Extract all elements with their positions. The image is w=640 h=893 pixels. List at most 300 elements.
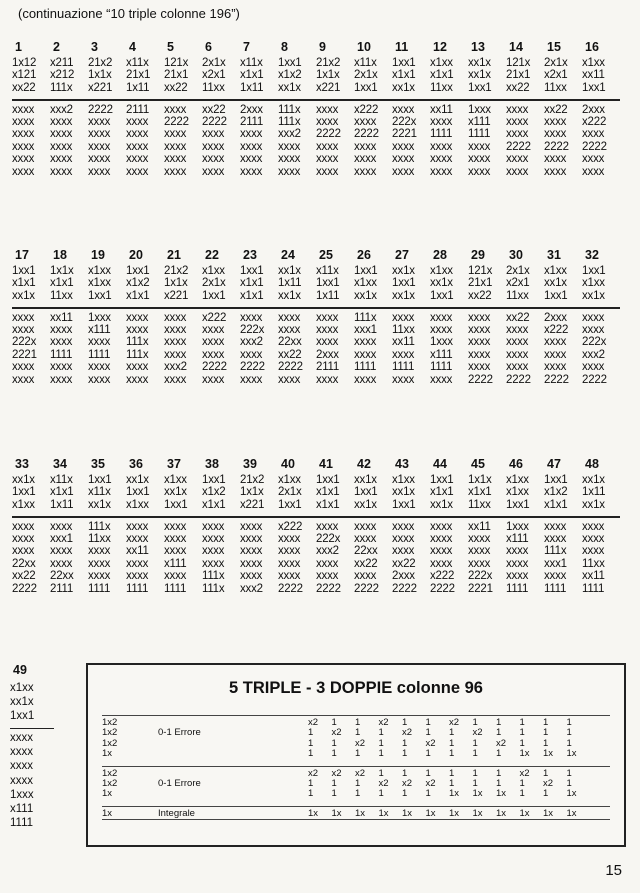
column-number: 3 (91, 40, 98, 54)
row-value: 1x (402, 807, 413, 819)
column-sign: xxxx (468, 311, 491, 324)
column-sign: 121x (164, 57, 189, 69)
column-number: 19 (91, 248, 105, 262)
column (506, 474, 544, 511)
row-value: 1 (355, 748, 361, 760)
column (202, 474, 240, 511)
row-key: 1x2 (102, 727, 118, 739)
column-sign: xxxx (12, 128, 35, 141)
column-sign: 1xx1 (544, 289, 568, 302)
column-sign: x1xx (88, 265, 111, 277)
column-sign: 1xx1 (164, 498, 188, 511)
column-sign: x2x1 (544, 69, 568, 82)
column-sign: 11xx (50, 289, 73, 302)
column-sign: xxxx (88, 153, 111, 166)
column-sign: xxxx (10, 746, 33, 759)
column-sign: x11x (88, 486, 111, 499)
column-sign: xxxx (506, 348, 529, 361)
column-sign: 2xxx (316, 348, 339, 361)
column-sign: xx1x (392, 486, 415, 499)
column-sign: xx1x (430, 498, 453, 511)
column-sign: xx22 (12, 570, 36, 583)
column-sign: 2222 (582, 140, 607, 153)
column (316, 521, 354, 595)
row-value: 1 (308, 727, 314, 739)
column-sign: 1111 (392, 361, 415, 374)
row-key: 1x2 (102, 767, 118, 779)
column-sign: 21x2 (164, 265, 189, 277)
row-value: 1 (543, 727, 549, 739)
column-sign: xxxx (10, 732, 33, 745)
column (12, 265, 50, 302)
column-sign: 1xx1 (354, 265, 378, 277)
column-sign: xx1x (582, 498, 605, 511)
column-sign: xx11 (50, 311, 73, 324)
column (202, 265, 240, 302)
column-sign: 1xx1 (468, 81, 492, 94)
row-value: 1 (496, 727, 502, 739)
column (354, 521, 392, 595)
row-value: 1 (566, 767, 572, 779)
summary-box (86, 663, 626, 847)
column-sign: 222x (316, 533, 341, 546)
column-sign: xxxx (12, 324, 35, 337)
column-sign: 1xx1 (354, 486, 378, 499)
column (544, 312, 582, 386)
column-sign: xxxx (316, 373, 339, 386)
column (468, 521, 506, 595)
column-sign: xxxx (468, 324, 491, 337)
column-sign: xxxx (544, 520, 567, 533)
column-sign: xxx2 (240, 336, 263, 349)
column-sign: x1x2 (126, 277, 150, 290)
column-sign: 1xx1 (430, 474, 454, 486)
column-sign: x1x1 (316, 498, 340, 511)
column-sign: 1111 (430, 361, 453, 374)
column (468, 265, 506, 302)
column-sign: xxxx (12, 361, 35, 374)
column-sign: xxxx (316, 140, 339, 153)
column-sign: 1xx1 (430, 289, 454, 302)
column-sign: xxxx (430, 140, 453, 153)
column (316, 474, 354, 511)
column-sign: xxxx (506, 361, 529, 374)
column (88, 312, 126, 386)
column-sign: 2x1x (278, 486, 302, 499)
row-value: 1 (355, 717, 361, 728)
column-sign: xxxx (582, 361, 605, 374)
row-value: 1x (308, 807, 319, 819)
column-sign: 22xx (354, 545, 378, 558)
column-sign: 2111 (316, 361, 340, 374)
column-sign: 1111 (430, 128, 453, 141)
column-sign: xxxx (164, 311, 187, 324)
column (12, 474, 50, 511)
row-value: 1x (496, 807, 507, 819)
row-value: 1 (519, 788, 525, 800)
column-sign: 1x12 (12, 57, 37, 69)
column-sign: xxxx (202, 520, 225, 533)
column-sign: 1111 (164, 582, 187, 595)
column-sign: xx1x (10, 696, 34, 709)
column-sign: x1xx (126, 498, 149, 511)
column-sign: xxxx (506, 153, 529, 166)
column-sign: x1xx (202, 265, 225, 277)
column-sign: 111x (544, 545, 567, 558)
column-sign: xxxx (316, 165, 339, 178)
column-sign: xx22 (12, 81, 36, 94)
row-value: x2 (519, 767, 530, 779)
row-value: 1 (355, 788, 361, 800)
column (354, 474, 392, 511)
column-sign: xx1x (392, 81, 415, 94)
column-sign: 2x1x (354, 69, 378, 82)
column-sign: xxxx (126, 311, 149, 324)
column-sign: xxxx (164, 153, 187, 166)
column-sign: xxx2 (50, 103, 73, 116)
column-sign: x1x1 (12, 277, 36, 290)
column-sign: xxxx (316, 311, 339, 324)
row-key: 1x2 (102, 717, 118, 728)
column-sign: 2222 (468, 373, 493, 386)
column-block (12, 40, 620, 178)
column-number: 29 (471, 248, 485, 262)
column-sign: xxxx (12, 520, 35, 533)
column (468, 474, 506, 511)
column-sign: xxxx (582, 545, 605, 558)
column-sign: 11xx (468, 498, 491, 511)
column-sign: 111x (126, 348, 149, 361)
column-sign: x1x1 (544, 498, 568, 511)
column-sign: xxxx (430, 545, 453, 558)
row-value: 1x (543, 748, 554, 760)
column-sign: xxxx (126, 533, 149, 546)
column-number: 28 (433, 248, 447, 262)
column-sign: 2222 (544, 373, 569, 386)
column-sign: 2222 (316, 582, 341, 595)
column-tops (12, 57, 620, 94)
column-sign: xx11 (582, 570, 605, 583)
row-value: 1 (519, 717, 525, 728)
column-sign: xxxx (278, 570, 301, 583)
column-sign: xxxx (88, 570, 111, 583)
column-bottoms (12, 521, 620, 595)
column (164, 57, 202, 94)
column-sign: xxxx (544, 361, 567, 374)
column-sign: xxxx (88, 140, 111, 153)
row-value: 1 (449, 767, 455, 779)
row-value: 1 (402, 788, 408, 800)
row-value: 1 (425, 727, 431, 739)
column-sign: xxxx (50, 324, 73, 337)
column-sign: xxxx (430, 533, 453, 546)
column-sign: xx11 (126, 545, 149, 558)
column-sign: xxxx (164, 324, 187, 337)
row-value: x2 (402, 727, 413, 739)
column-sign: 1x1x (240, 486, 264, 499)
column-number: 16 (585, 40, 599, 54)
column-sign: 1111 (88, 348, 111, 361)
column-sign: xxxx (50, 165, 73, 178)
column-sign: 1xxx (88, 311, 111, 324)
column-sign: xxx2 (582, 348, 605, 361)
column (506, 265, 544, 302)
column-sign: xxxx (544, 153, 567, 166)
column-sign: xxxx (12, 311, 35, 324)
column-sign: xxxx (354, 336, 377, 349)
column-sign: 2222 (202, 116, 227, 129)
column-sign: 111x (202, 570, 225, 583)
column (126, 104, 164, 178)
column-sign: 111x (88, 520, 111, 533)
column-49 (10, 663, 54, 830)
row-label: Integrale (158, 807, 195, 819)
column-number: 46 (509, 457, 523, 471)
separator-line (12, 516, 620, 518)
row-value: 1 (472, 748, 478, 760)
column-sign: 1xx1 (202, 289, 226, 302)
row-value: x2 (449, 717, 460, 728)
row-value: 1 (331, 737, 337, 749)
column-sign: xxxx (392, 103, 415, 116)
row-value: 1 (355, 727, 361, 739)
column-sign: xxxx (316, 153, 339, 166)
column (430, 521, 468, 595)
row-value: 1 (566, 727, 572, 739)
row-value: 1 (402, 737, 408, 749)
row-value: 1 (496, 748, 502, 760)
column-number: 23 (243, 248, 257, 262)
column-sign: x222 (278, 520, 303, 533)
column-sign: 2222 (544, 140, 569, 153)
row-value: 1 (331, 748, 337, 760)
row-value: 1 (355, 777, 361, 789)
column-sign: xxxx (50, 153, 73, 166)
column (12, 104, 50, 178)
column-sign: x1xx (506, 486, 529, 499)
column-sign: xxxx (430, 116, 453, 129)
column-sign: xxxx (50, 140, 73, 153)
column-sign: 1xxx (468, 103, 491, 116)
row-value: 1 (543, 788, 549, 800)
column-sign: xxxx (316, 557, 339, 570)
row-value: 1x (519, 748, 530, 760)
column (278, 104, 316, 178)
column-sign: 1xx1 (278, 57, 302, 69)
column (506, 521, 544, 595)
column-sign: xxxx (240, 140, 263, 153)
column-number: 5 (167, 40, 174, 54)
column-sign: xxxx (240, 373, 263, 386)
column-sign: xxxx (392, 533, 415, 546)
column-sign: 2222 (240, 361, 265, 374)
table-row (102, 789, 610, 799)
column (164, 312, 202, 386)
row-value: 1x (425, 807, 436, 819)
column-sign: x1xx (10, 682, 34, 694)
column-sign: x222 (582, 116, 607, 129)
separator-line (12, 99, 620, 101)
column-sign: x1x2 (202, 486, 226, 499)
column-sign: xxxx (278, 533, 301, 546)
column-sign: 21x2 (316, 57, 341, 69)
column-sign: xx1x (12, 289, 35, 302)
column-sign: 22xx (12, 557, 36, 570)
column (544, 265, 582, 302)
column-sign: xxxx (12, 103, 35, 116)
column-number: 21 (167, 248, 181, 262)
column-sign: 2222 (12, 582, 37, 595)
column-sign: xxxx (392, 153, 415, 166)
row-value: 1x (449, 807, 460, 819)
column-sign: x1xx (164, 474, 187, 486)
column (544, 474, 582, 511)
column-sign: xxxx (506, 324, 529, 337)
column-sign: xxxx (164, 570, 187, 583)
column-sign: xxxx (12, 140, 35, 153)
column-sign: 11xx (544, 81, 567, 94)
column-sign: xx1x (430, 277, 453, 290)
column (582, 474, 620, 511)
column-number: 32 (585, 248, 599, 262)
column-sign: xxxx (202, 153, 225, 166)
column (12, 312, 50, 386)
column-sign: xxxx (468, 348, 491, 361)
column-sign: xxxx (582, 520, 605, 533)
column (582, 265, 620, 302)
column-sign: xxxx (354, 116, 377, 129)
column-sign: x222 (430, 570, 455, 583)
column (392, 521, 430, 595)
column-sign: 111x (50, 81, 73, 94)
column (88, 104, 126, 178)
column-sign: xxxx (50, 116, 73, 129)
column-sign: xxxx (354, 153, 377, 166)
column-sign: xx11 (392, 336, 415, 349)
column-sign: x111 (164, 557, 187, 570)
column-sign: xx1x (354, 498, 377, 511)
column-sign: 1xxx (10, 788, 34, 801)
column-sign: xxxx (50, 336, 73, 349)
column-sign: x11x (240, 57, 263, 69)
column-sign: xxxx (164, 165, 187, 178)
column-sign: 1111 (582, 582, 605, 595)
column-number: 25 (319, 248, 333, 262)
column-sign: x1x1 (430, 69, 454, 82)
row-value: 1 (378, 737, 384, 749)
column (316, 104, 354, 178)
column-sign: 1x1x (50, 265, 74, 277)
column-sign: 11xx (430, 81, 453, 94)
column (126, 265, 164, 302)
row-value: 1x (566, 807, 577, 819)
column-sign: xxxx (126, 324, 149, 337)
column-sign: xx1x (278, 265, 301, 277)
row-label: 0-1 Errore (158, 727, 201, 739)
column-number: 1 (15, 40, 22, 54)
column-sign: 111x (202, 582, 225, 595)
column-sign: 1x11 (240, 81, 264, 94)
column (278, 57, 316, 94)
column-sign: xxxx (240, 311, 263, 324)
column-sign: xxxx (164, 140, 187, 153)
column-sign: 22xx (278, 336, 302, 349)
column-sign: xx1x (354, 289, 377, 302)
column-sign: xxxx (10, 760, 33, 773)
column-sign: 1xx1 (240, 265, 264, 277)
column-number: 49 (13, 663, 27, 677)
column-sign: xx11 (430, 103, 453, 116)
row-value: x2 (355, 737, 366, 749)
column-sign: x1x1 (202, 498, 226, 511)
column-sign: 1x1x (164, 277, 188, 290)
column-sign: xxxx (202, 140, 225, 153)
column-sign: xxxx (126, 570, 149, 583)
column-sign: 1xx1 (506, 498, 530, 511)
column-sign: 222x (468, 570, 493, 583)
column-sign: 21x1 (164, 69, 189, 82)
column-number: 18 (53, 248, 67, 262)
row-value: x2 (425, 777, 436, 789)
column-sign: xxxx (506, 103, 529, 116)
column-sign: xxxx (354, 165, 377, 178)
column-sign: xxxx (12, 545, 35, 558)
column-sign: xxxx (50, 128, 73, 141)
column-sign: xxxx (544, 128, 567, 141)
column-sign: xxxx (10, 774, 33, 787)
column-sign: 2111 (126, 103, 150, 116)
column (430, 474, 468, 511)
column-sign: 2x1x (202, 277, 226, 290)
column-sign: x1xx (392, 474, 415, 486)
column-sign: 1x11 (278, 277, 302, 290)
column-sign: xxxx (202, 545, 225, 558)
row-value: 1 (402, 748, 408, 760)
column-sign: xxxx (278, 140, 301, 153)
column-sign: xxxx (430, 373, 453, 386)
row-label (158, 739, 308, 749)
column-sign: xxxx (240, 165, 263, 178)
column-sign: xx11 (582, 69, 605, 82)
column-sign: xxxx (164, 103, 187, 116)
column-sign: x1x2 (278, 69, 302, 82)
row-value: 1 (308, 788, 314, 800)
column-bottoms (12, 104, 620, 178)
column-sign: x1xx (430, 265, 453, 277)
column-sign: xx22 (202, 103, 226, 116)
column-sign: xxxx (354, 520, 377, 533)
column-sign: xxxx (582, 128, 605, 141)
column-sign: xxx2 (164, 361, 187, 374)
column-sign: xxxx (202, 324, 225, 337)
column (88, 57, 126, 94)
column-sign: xx22 (468, 289, 492, 302)
column (50, 104, 88, 178)
column-number: 44 (433, 457, 447, 471)
column-sign: x111 (88, 324, 111, 337)
column-sign: xxxx (240, 557, 263, 570)
column-sign: x1x1 (392, 69, 416, 82)
column-sign: 2222 (506, 140, 531, 153)
row-key: 1x (102, 788, 113, 800)
column-sign: xxxx (506, 128, 529, 141)
column-tops (12, 265, 620, 302)
column-sign: xxxx (316, 116, 339, 129)
column-sign: 1xx1 (392, 277, 416, 290)
row-value: 1 (425, 717, 431, 728)
column-sign: xxxx (202, 348, 225, 361)
row-value: 1 (519, 737, 525, 749)
